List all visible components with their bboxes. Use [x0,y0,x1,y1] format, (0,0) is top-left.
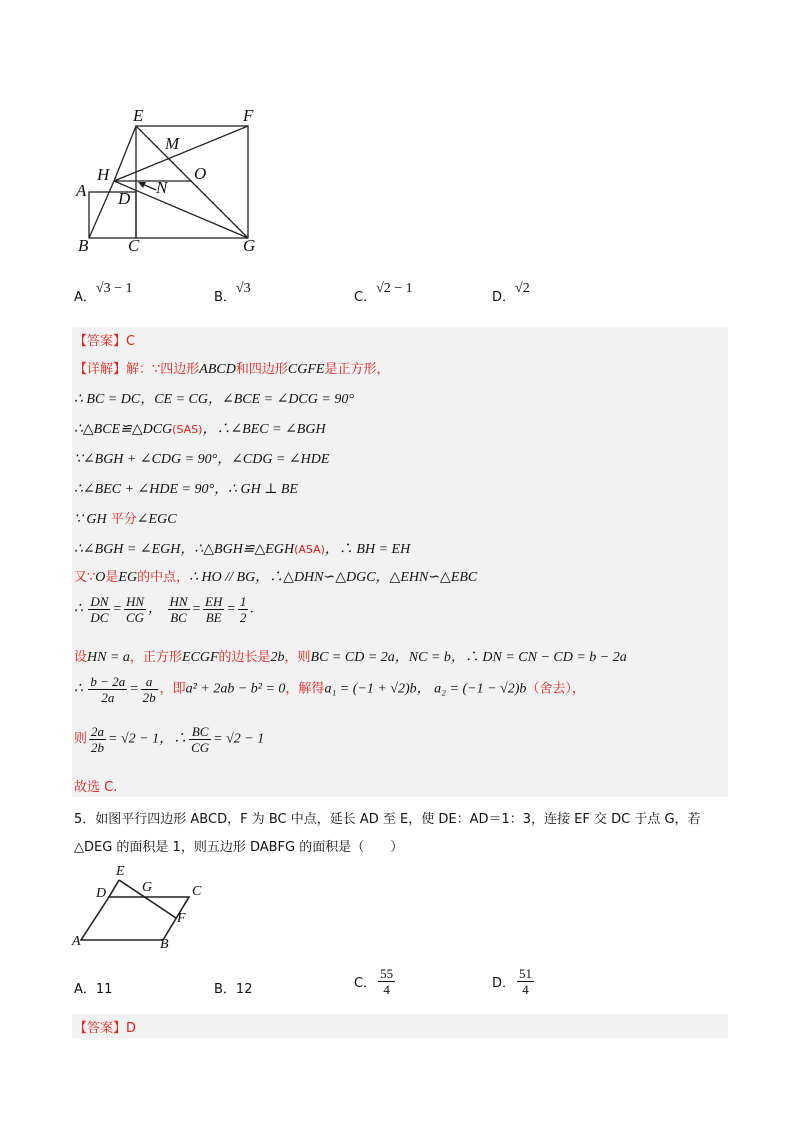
fig1-label-A: A [76,181,87,200]
q4-option-b: B．√3 [214,281,251,305]
fig1-label-D: D [118,189,131,208]
q5-option-c: C． $\frac{55}{4}$ [354,966,394,997]
q5-option-a: A．11 [74,982,113,997]
q4-option-d: D．√2 [492,281,530,305]
fig1-label-B: B [78,236,89,255]
question5-line-2: △DEG 的面积是 1，则五边形 DABFG 的面积是（ ） [74,840,404,855]
q5-option-d: D． $\frac{51}{4}$ [492,966,533,997]
detail-line-9: ∴ $\frac{DN}{DC}$ = $\frac{HN}{CG}$ ， $\frac{HN}{BC}$ = $\frac{EH}{BE}$ = $\frac{1}{2}$ . [74,594,254,625]
fig2-label-C: C [192,884,202,899]
question5-line-1: 5．如图平行四边形 ABCD，F 为 BC 中点，延长 AD 至 E，使 DE：AD＝1：3，连接 EF 交 DC 于点 G，若 [74,812,701,827]
fig1-label-H: H [97,165,110,184]
detail-line-4: ∵∠BGH + ∠CDG = 90°，∠CDG = ∠HDE [74,452,330,467]
detail-line-6: ∵ GH 平分∠EGC [74,512,177,527]
fig2-label-D: D [96,886,107,901]
detail-line-7: ∴∠BGH = ∠EGH，∴△BGH≌△EGH(ASA)，∴ BH = EH [74,542,411,557]
fig1-label-C: C [128,236,140,255]
detail-line-12: 则 $\frac{2a}{2b}$ = √2 − 1，∴ $\frac{BC}{CG}$ = √2 − 1 [74,724,265,755]
fig1-label-G: G [243,236,256,255]
answer5-block [72,1014,728,1038]
fig2-label-B: B [160,937,169,952]
detail-line-13: 故选 C. [74,780,118,795]
detail-line-8: 又∵O是EG的中点，∴ HO // BG，∴△DHN∽△DGC，△EHN∽△EBC [74,570,478,585]
figure-parallelogram [70,866,220,952]
detail-line-11: ∴ $\frac{b - 2a}{2a}$ = $\frac{a}{2b}$ ，即a² + 2ab − b² = 0，解得a₁ = (−1 + √2)b， a₂ = (−1 − √2)b（舍去）， [74,674,585,705]
q4-option-a: A．√3 − 1 [74,281,133,305]
detail-line-10: 设HN = a，正方形ECGF的边长是2b，则BC = CD = 2a，NC = b，∴ DN = CN − CD = b − 2a [74,650,627,665]
fig1-label-F: F [243,106,254,125]
fig1-label-M: M [165,134,180,153]
fig1-label-E: E [133,106,144,125]
q5-option-b: B．12 [214,982,253,997]
q4-option-c: C．√2 − 1 [354,281,413,305]
fig2-label-F: F [177,911,186,926]
answer5-line: 【答案】D [74,1021,137,1036]
detail-line-1: 【详解】解：∵四边形ABCD和四边形CGFE是正方形， [74,362,390,377]
fig1-label-N: N [156,178,168,197]
detail-line-2: ∴ BC = DC，CE = CG，∠BCE = ∠DCG = 90° [74,392,354,407]
fig2-label-A: A [72,934,81,949]
fig2-label-G: G [142,880,153,895]
detail-line-3: ∴△BCE≌△DCG(SAS)，∴∠BEC = ∠BGH [74,422,326,437]
fig2-label-E: E [116,864,125,879]
answer4-line: 【答案】C [74,334,136,349]
fig1-label-O: O [194,164,207,183]
detail-line-5: ∴∠BEC + ∠HDE = 90°，∴ GH ⊥ BE [74,482,298,497]
